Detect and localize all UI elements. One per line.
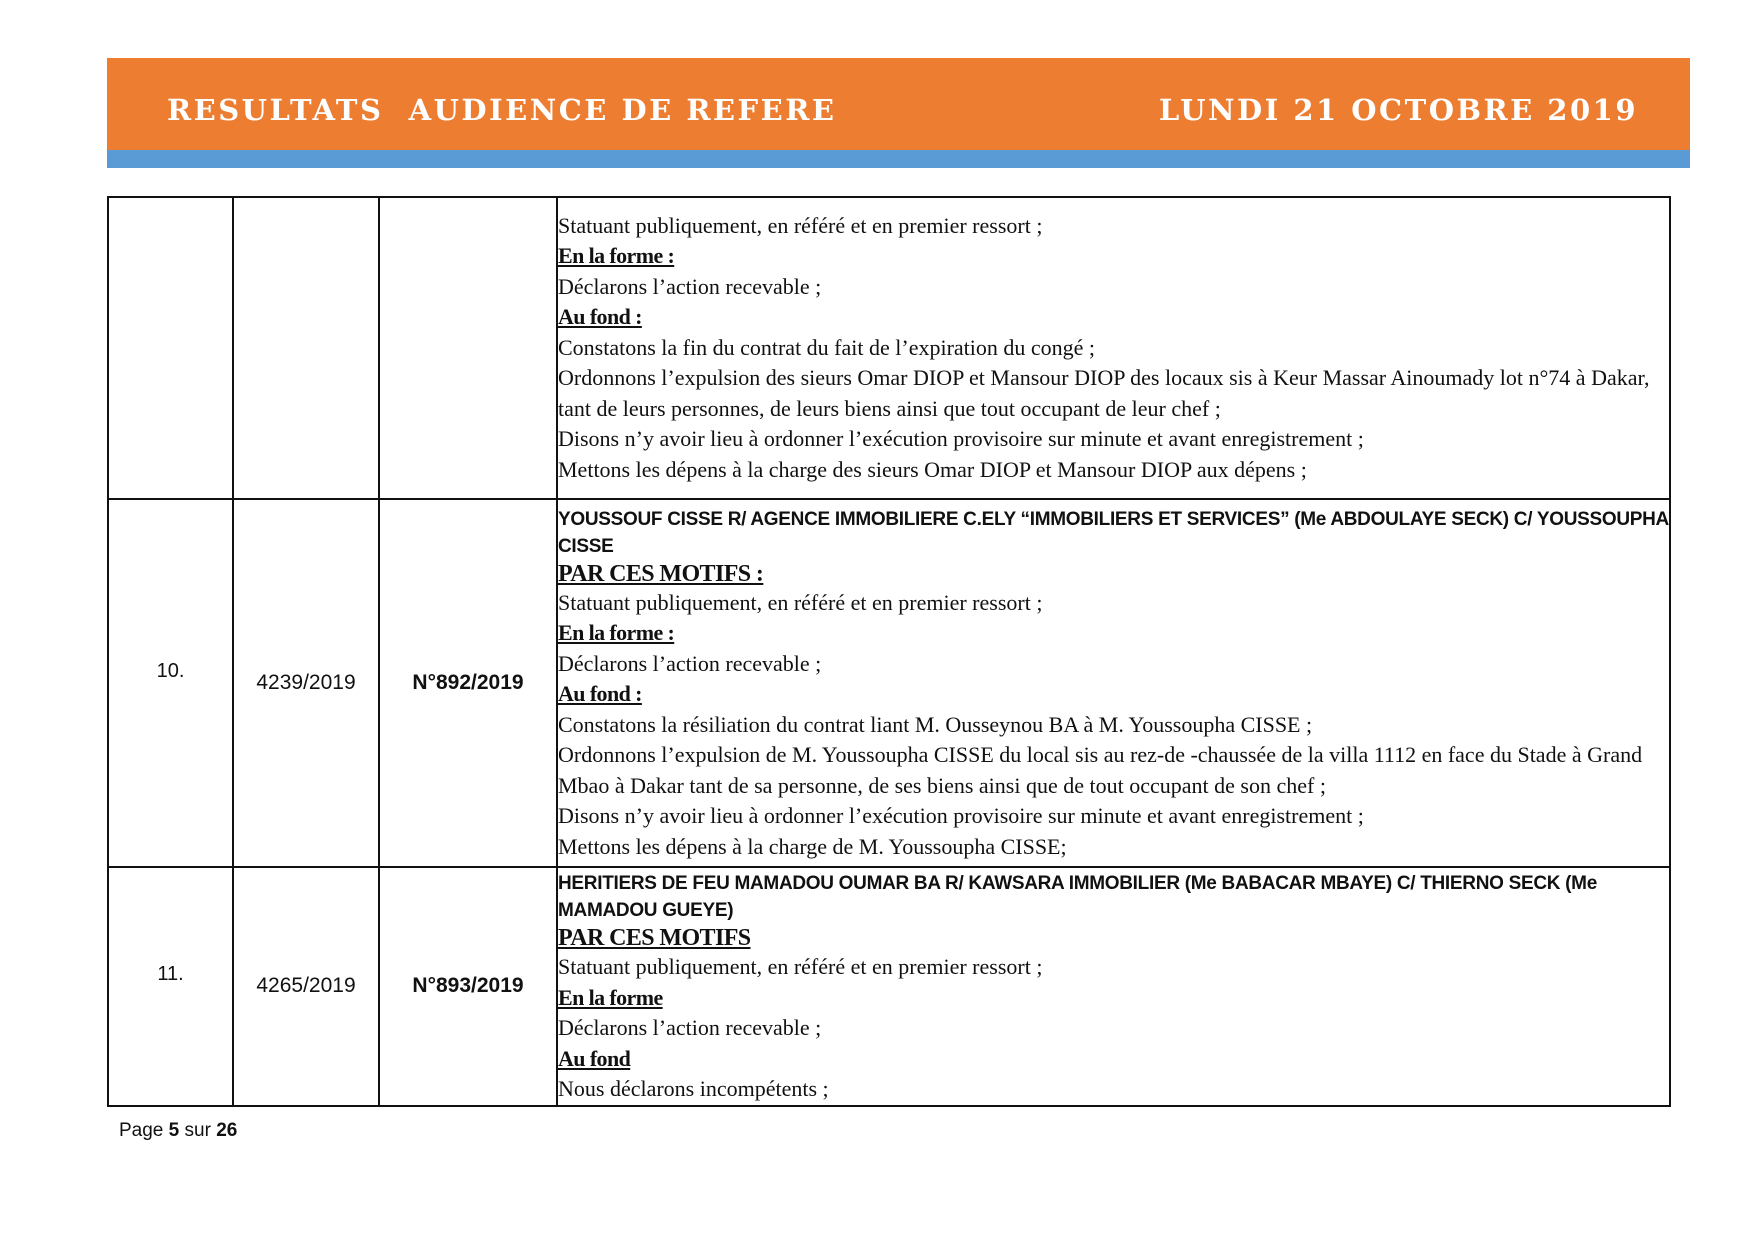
fond-heading: Au fond : — [558, 681, 642, 707]
table-row — [108, 499, 1670, 867]
decision-cell — [557, 499, 1670, 867]
parties-text: HERITIERS DE FEU MAMADOU OUMAR BA R/ KAWSARA IMMOBILIER (Me BABACAR MBAYE) C/ THIERNO SECK (Me MAMADOU GUEYE) — [558, 873, 1597, 921]
statuant-text: Statuant publiquement, en référé et en premier ressort ; — [558, 212, 1043, 238]
page-of-label: sur — [184, 1120, 211, 1141]
forme-text: Déclarons l’action recevable ; — [558, 273, 822, 299]
case-number-cell: 10. — [108, 499, 233, 867]
rg-number-cell — [233, 197, 379, 499]
fond-line: Disons n’y avoir lieu à ordonner l’exécution provisoire sur minute et avant enregistrement ; — [558, 803, 1364, 829]
page-current: 5 — [168, 1120, 180, 1141]
results-table — [107, 196, 1671, 1107]
statuant-text: Statuant publiquement, en référé et en premier ressort ; — [558, 954, 1043, 979]
statuant-text: Statuant publiquement, en référé et en premier ressort ; — [558, 589, 1043, 615]
forme-heading: En la forme — [558, 984, 663, 1010]
fond-line: Ordonnons l’expulsion de M. Youssoupha CISSE du local sis au rez-de -chaussée de la villa 1112 en face du Stade à Grand Mbao à Dakar tant de sa personne, de ses biens ainsi que de tout occupant de son chef ; — [558, 742, 1643, 798]
forme-text: Déclarons l’action recevable ; — [558, 1015, 822, 1040]
table-row — [108, 867, 1670, 1106]
fond-line: Constatons la fin du contrat du fait de l’expiration du congé ; — [558, 334, 1096, 360]
header-stripe — [107, 150, 1690, 168]
fond-line: Mettons les dépens à la charge des sieurs Omar DIOP et Mansour DIOP aux dépens ; — [558, 456, 1307, 482]
rg-number-cell: 4239/2019 — [233, 499, 379, 867]
forme-heading: En la forme : — [558, 243, 675, 269]
fond-line: Mettons les dépens à la charge de M. Youssoupha CISSE; — [558, 833, 1067, 859]
page-total: 26 — [216, 1120, 238, 1141]
fond-line: Constatons la résiliation du contrat liant M. Ousseynou BA à M. Youssoupha CISSE ; — [558, 711, 1313, 737]
header-banner — [107, 58, 1690, 150]
ordonnance-number-cell: N°892/2019 — [379, 499, 557, 867]
page-title: RESULTATS AUDIENCE DE REFERE — [167, 93, 837, 127]
fond-heading: Au fond — [558, 1045, 631, 1071]
motifs-heading: PAR CES MOTIFS — [558, 925, 751, 951]
decision-cell — [557, 197, 1670, 499]
page-label: Page — [119, 1120, 164, 1141]
page-number — [119, 1120, 237, 1142]
forme-heading: En la forme : — [558, 620, 675, 646]
case-number-cell — [108, 197, 233, 499]
fond-line: Ordonnons l’expulsion des sieurs Omar DIOP et Mansour DIOP des locaux sis à Keur Massar Ainoumady lot n°74 à Dakar, tant de leurs personnes, de leurs biens ainsi que tout occupant de leur chef ; — [558, 365, 1650, 421]
fond-heading: Au fond : — [558, 304, 642, 330]
forme-text: Déclarons l’action recevable ; — [558, 650, 822, 676]
motifs-heading: PAR CES MOTIFS : — [558, 560, 764, 587]
ordonnance-number-cell — [379, 197, 557, 499]
hearing-date: LUNDI 21 OCTOBRE 2019 — [1158, 93, 1638, 127]
decision-cell — [557, 867, 1670, 1106]
fond-line: Disons n’y avoir lieu à ordonner l’exécution provisoire sur minute et avant enregistrement ; — [558, 426, 1364, 452]
ordonnance-number-cell: N°893/2019 — [379, 867, 557, 1106]
parties-text: YOUSSOUF CISSE R/ AGENCE IMMOBILIERE C.ELY “IMMOBILIERS ET SERVICES” (Me ABDOULAYE SECK) C/ YOUSSOUPHA CISSE — [558, 508, 1669, 557]
case-number-cell: 11. — [108, 867, 233, 1106]
table-row — [108, 197, 1670, 499]
fond-line: Nous déclarons incompétents ; — [558, 1076, 829, 1101]
rg-number-cell: 4265/2019 — [233, 867, 379, 1106]
